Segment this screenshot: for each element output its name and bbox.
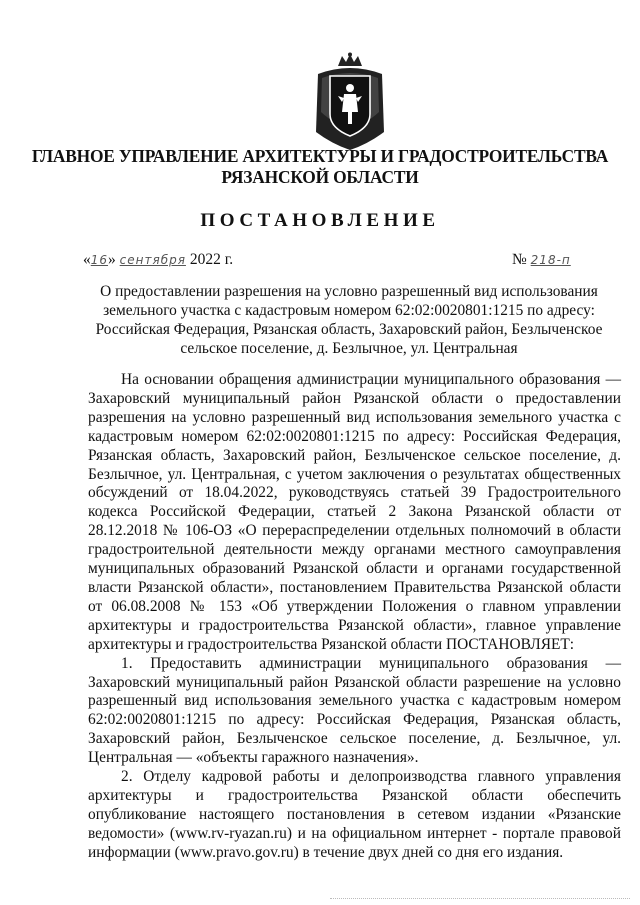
- preamble-paragraph: На основании обращения администрации муниципального образования — Захаровский муниципальный район Рязанской области о предоставлении разрешения на условно разрешенный вид использования земельного участка с кадастровым номером 62:02:0020801:1215 по адресу: Российская Федерация, Рязанская область, Захаровский район, Безлыченское сельское поселение, д. Безлычное, ул. Центральная, с учетом заключения о результатах общественных обсуждений от 18.04.2022, руководствуясь статьей 39 Градостроительного кодекса Российской Федерации, статьей 2 Закона Рязанской области от 28.12.2018 № 106-ОЗ «О перераспределении отдельных полномочий в области градостроительной деятельности между органами местного самоуправления муниципальных образований Рязанской области и органами государственной власти Рязанской области», постановлением Правительства Рязанской области от 06.08.2008 № 153 «Об утверждении Положения о главном управлении архитектуры и градостроительства Рязанской области», главное управление архитектуры и градостроительства Рязанской области ПОСТАНОВЛЯЕТ:: [88, 371, 621, 653]
- subject-line-2: земельного участка с кадастровым номером 62:02:0020801:1215 по адресу:: [103, 302, 595, 319]
- document-date: [83, 251, 233, 269]
- coat-of-arms-icon: [312, 52, 388, 152]
- organization-name: [0, 146, 640, 188]
- subject-line-1: О предоставлении разрешения на условно разрешенный вид использования: [100, 283, 598, 300]
- date-day-handwritten: 16: [90, 253, 109, 267]
- resolution-item-2: 2. Отделу кадровой работы и делопроизводства главного управления архитектуры и градостроительства Рязанской области обеспечить опубликование настоящего постановления в сетевом издании «Рязанские ведомости» (www.rv-ryazan.ru) и на официальном интернет - портале правовой информации (www.pravo.gov.ru) в течение двух дней со дня его издания.: [88, 768, 621, 861]
- document-number: [512, 251, 571, 269]
- subject-line-4: сельское поселение, д. Безлычное, ул. Центральная: [180, 340, 518, 357]
- organization-line-2: РЯЗАНСКОЙ ОБЛАСТИ: [221, 167, 419, 187]
- date-month-handwritten: сентября: [119, 253, 186, 267]
- date-open-quote: «: [83, 251, 91, 268]
- page-edge-divider: [330, 898, 630, 899]
- number-handwritten: 218-п: [530, 253, 571, 267]
- date-close-quote: »: [108, 251, 116, 268]
- number-label: №: [512, 251, 527, 268]
- subject-line-3: Российская Федерация, Рязанская область, Захаровский район, Безлыченское: [95, 321, 603, 338]
- organization-line-1: ГЛАВНОЕ УПРАВЛЕНИЕ АРХИТЕКТУРЫ И ГРАДОСТРОИТЕЛЬСТВА: [31, 146, 609, 166]
- document-subject: [95, 282, 603, 358]
- date-year: 2022 г.: [189, 251, 234, 268]
- document-type-title: ПОСТАНОВЛЕНИЕ: [200, 210, 440, 231]
- resolution-item-1: 1. Предоставить администрации муниципального образования — Захаровский муниципальный район Рязанской области разрешение на условно разрешенный вид использования земельного участка с кадастровым номером 62:02:0020801:1215 по адресу: Российская Федерация, Рязанская область, Захаровский район, Безлыченское сельское поселение, д. Безлычное, ул. Центральная — «объекты гаражного назначения».: [88, 654, 621, 767]
- document-body: [88, 371, 621, 863]
